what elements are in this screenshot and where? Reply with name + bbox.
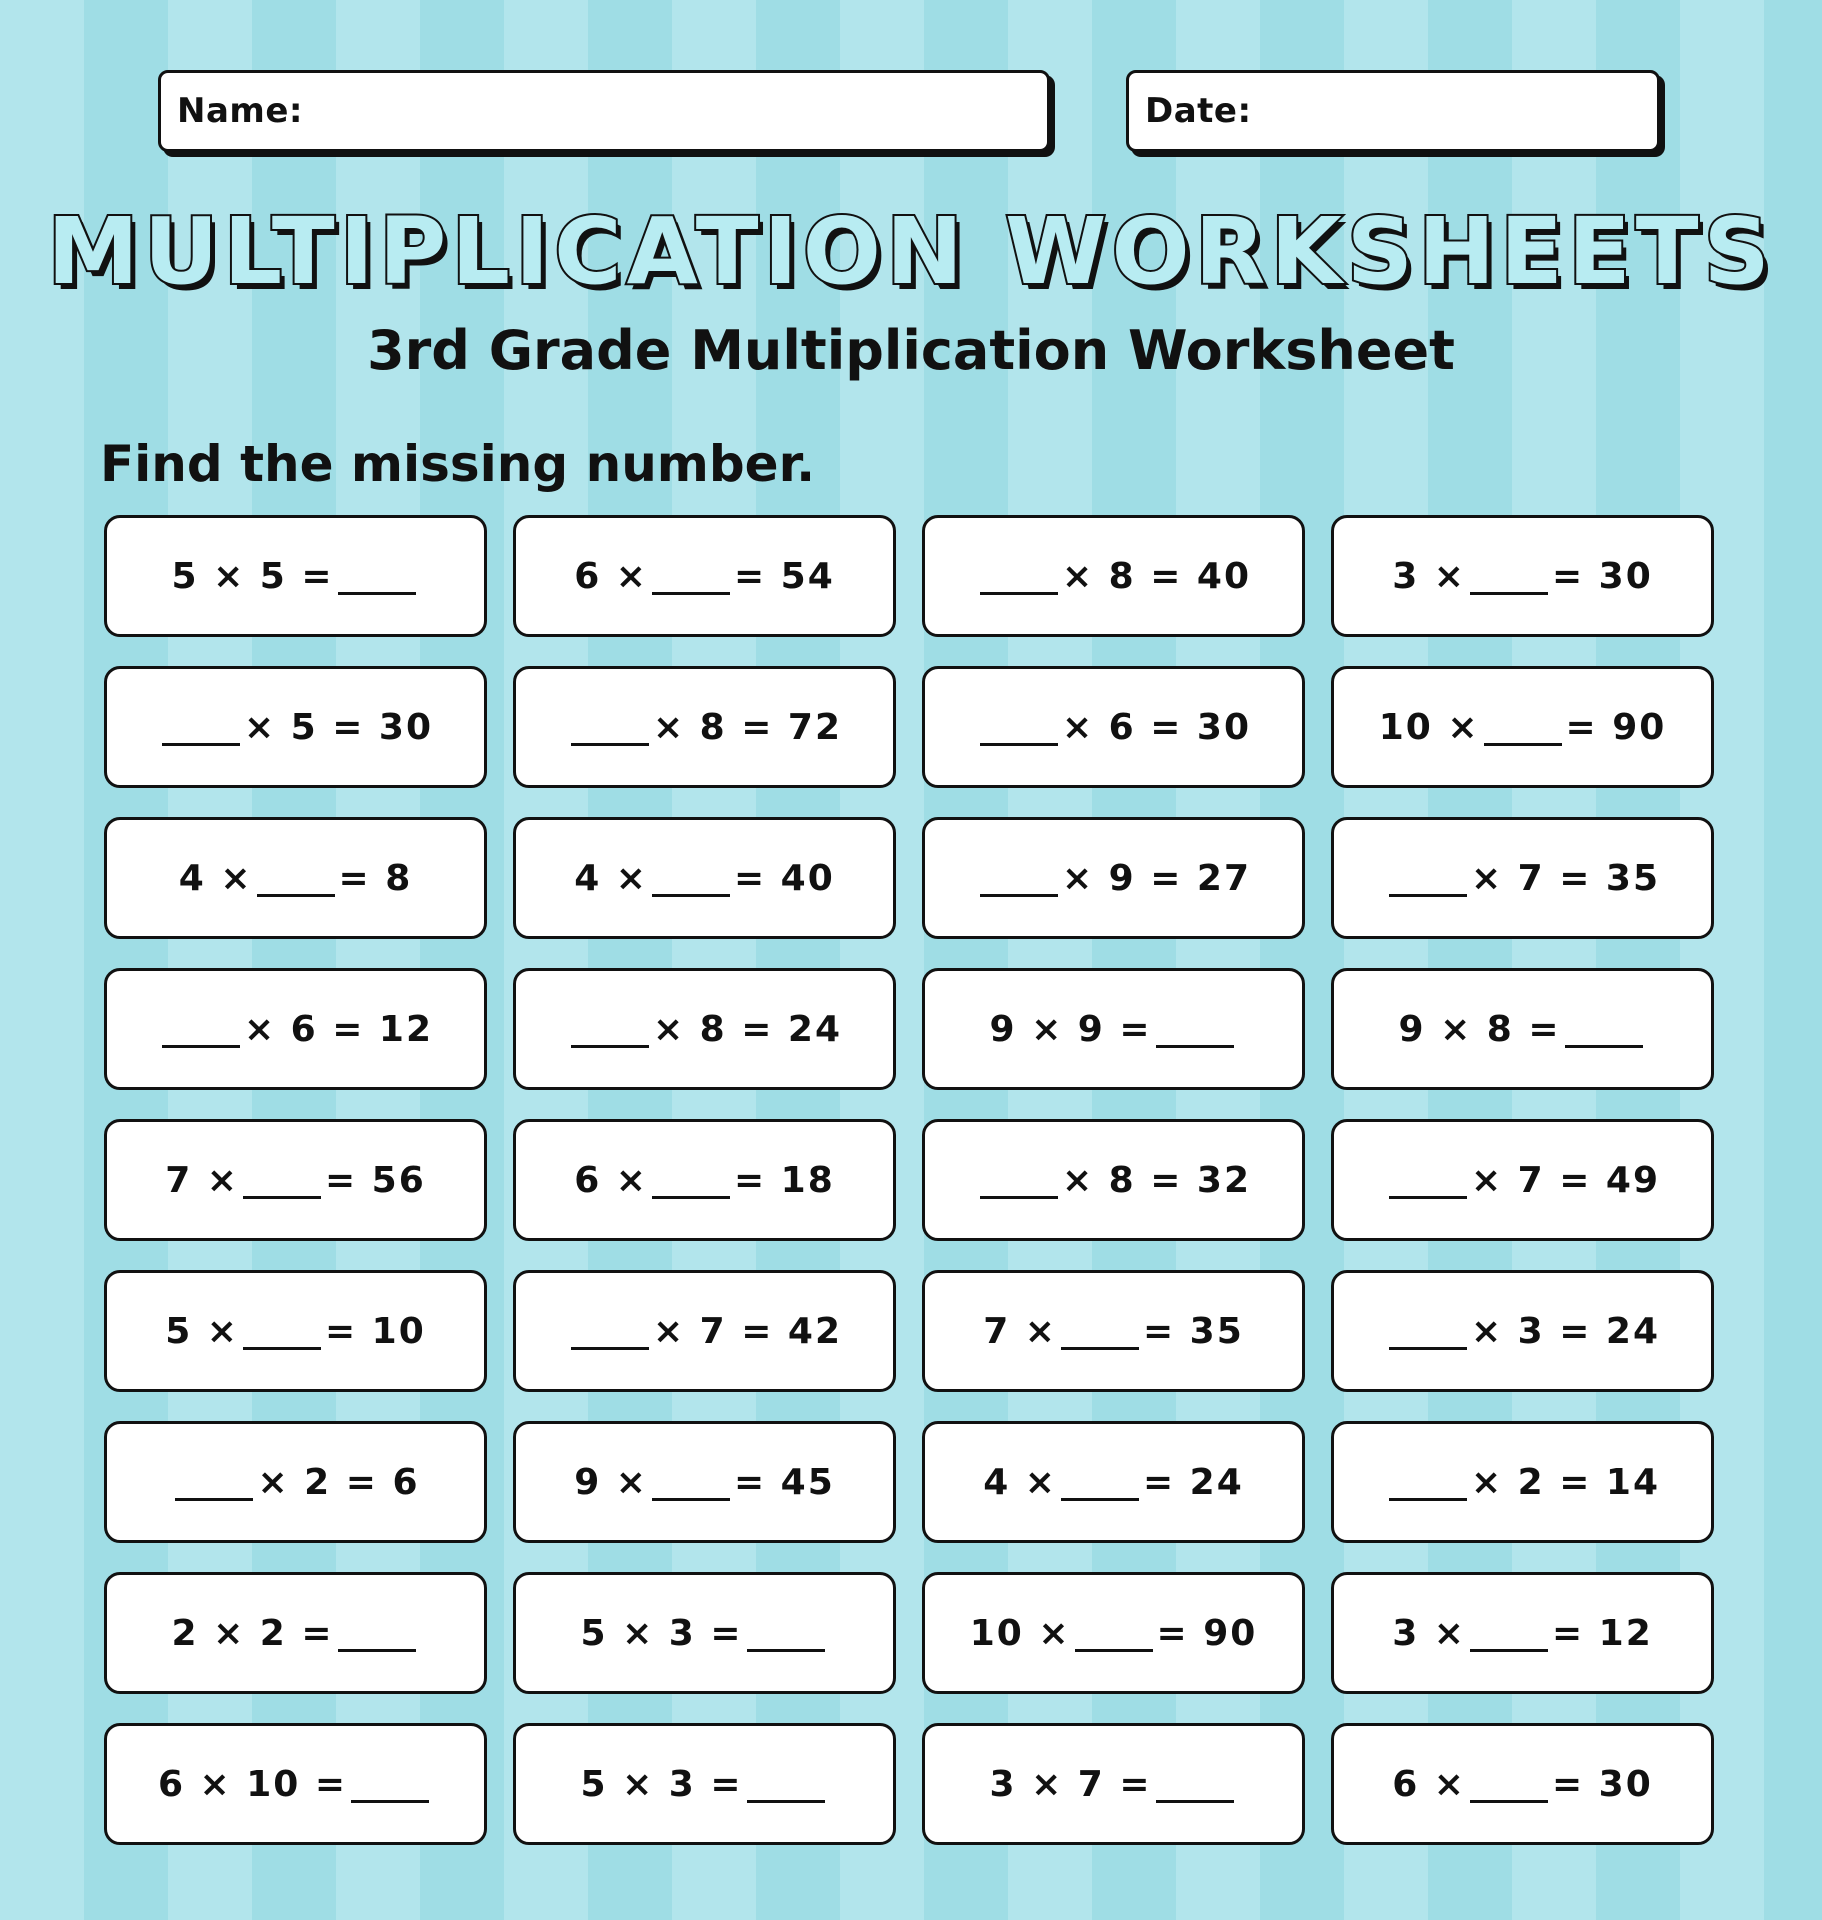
problem-text-before: 2 × 2 = [171,1612,334,1654]
problem-text-before: 5 × [165,1310,239,1352]
problem-card [1331,1119,1714,1241]
problem-text-before: 10 × [969,1612,1071,1654]
problem-text-before: 9 × 8 = [1398,1008,1561,1050]
problem-text-after: = 40 [733,857,835,899]
problem-text-before: 6 × [574,1159,648,1201]
problem-text-after: = 30 [1551,1763,1653,1805]
problem-text-before: 4 × [574,857,648,899]
problem-text-after: × 3 = 24 [1470,1310,1661,1352]
date-field[interactable] [1126,70,1660,152]
problem-card [513,1421,896,1543]
name-field[interactable] [158,70,1050,152]
problem-card [922,1119,1305,1241]
problem-text-before: 7 × [983,1310,1057,1352]
answer-blank[interactable] [338,558,416,595]
answer-blank[interactable] [351,1766,429,1803]
problem-card [922,1421,1305,1543]
answer-blank[interactable] [1484,709,1562,746]
problem-text-after: × 8 = 32 [1061,1159,1252,1201]
problem-card [513,1270,896,1392]
answer-blank[interactable] [338,1615,416,1652]
problem-text-before: 6 × 10 = [157,1763,348,1805]
worksheet-subtitle: 3rd Grade Multiplication Worksheet [367,319,1455,382]
problem-text-before: 7 × [165,1159,239,1201]
problem-grid [104,515,1714,1845]
problem-text-after: × 7 = 42 [652,1310,843,1352]
problem-text-after: = 35 [1142,1310,1244,1352]
problem-card [922,666,1305,788]
problem-card [1331,1270,1714,1392]
answer-blank[interactable] [1389,1162,1467,1199]
answer-blank[interactable] [571,1011,649,1048]
answer-blank[interactable] [652,558,730,595]
answer-blank[interactable] [1061,1313,1139,1350]
answer-blank[interactable] [747,1766,825,1803]
problem-card [1331,1723,1714,1845]
answer-blank[interactable] [1565,1011,1643,1048]
problem-card [104,1421,487,1543]
problem-card [1331,1572,1714,1694]
problem-text-after: × 6 = 12 [243,1008,434,1050]
problem-text-after: × 2 = 6 [257,1461,420,1503]
problem-text-after: × 8 = 72 [652,706,843,748]
problem-text-before: 5 × 3 = [580,1763,743,1805]
problem-card [922,1270,1305,1392]
answer-blank[interactable] [980,1162,1058,1199]
answer-blank[interactable] [1470,1615,1548,1652]
problem-card [513,1723,896,1845]
answer-blank[interactable] [980,860,1058,897]
problem-card [104,1270,487,1392]
answer-blank[interactable] [1156,1011,1234,1048]
problem-text-before: 5 × 5 = [171,555,334,597]
problem-text-after: = 45 [733,1461,835,1503]
problem-card [922,968,1305,1090]
answer-blank[interactable] [980,558,1058,595]
problem-text-before: 4 × [178,857,253,899]
answer-blank[interactable] [1389,1464,1467,1501]
problem-text-after: × 7 = 35 [1470,857,1661,899]
problem-text-before: 3 × [1392,1612,1466,1654]
problem-text-after: × 2 = 14 [1470,1461,1661,1503]
problem-card [922,1572,1305,1694]
problem-card [922,817,1305,939]
date-label: Date: [1145,91,1252,131]
answer-blank[interactable] [980,709,1058,746]
problem-text-after: = 90 [1565,706,1667,748]
problem-card [104,817,487,939]
problem-text-after: = 24 [1142,1461,1244,1503]
problem-text-after: = 30 [1551,555,1653,597]
answer-blank[interactable] [1389,1313,1467,1350]
problem-text-before: 3 × 7 = [989,1763,1152,1805]
problem-card [104,1723,487,1845]
name-label: Name: [177,91,303,131]
problem-card [1331,666,1714,788]
problem-text-after: × 6 = 30 [1061,706,1252,748]
problem-card [1331,515,1714,637]
problem-text-after: = 8 [338,857,413,899]
problem-text-before: 9 × [574,1461,648,1503]
answer-blank[interactable] [1470,558,1548,595]
problem-card [513,666,896,788]
answer-blank[interactable] [571,709,649,746]
answer-blank[interactable] [257,860,335,897]
answer-blank[interactable] [162,709,240,746]
problem-card [513,515,896,637]
problem-card [513,1119,896,1241]
problem-text-after: × 8 = 40 [1061,555,1252,597]
problem-text-after: = 12 [1551,1612,1653,1654]
problem-text-before: 4 × [983,1461,1057,1503]
answer-blank[interactable] [747,1615,825,1652]
problem-card [922,515,1305,637]
problem-card [513,968,896,1090]
problem-card [1331,968,1714,1090]
answer-blank[interactable] [652,860,730,897]
problem-text-before: 9 × 9 = [989,1008,1152,1050]
answer-blank[interactable] [1075,1615,1153,1652]
problem-text-before: 5 × 3 = [580,1612,743,1654]
answer-blank[interactable] [1470,1766,1548,1803]
problem-text-after: = 56 [324,1159,426,1201]
problem-text-after: = 18 [733,1159,835,1201]
problem-text-after: = 54 [733,555,835,597]
worksheet-title: MULTIPLICATION WORKSHEETS [47,198,1775,305]
problem-text-after: = 10 [324,1310,426,1352]
problem-text-before: 6 × [1392,1763,1466,1805]
instructions: Find the missing number. [100,435,816,493]
answer-blank[interactable] [652,1464,730,1501]
problem-card [104,1572,487,1694]
problem-text-before: 6 × [574,555,648,597]
problem-text-after: × 7 = 49 [1470,1159,1661,1201]
problem-text-before: 3 × [1392,555,1466,597]
problem-text-before: 10 × [1378,706,1480,748]
answer-blank[interactable] [162,1011,240,1048]
problem-text-after: × 5 = 30 [243,706,434,748]
problem-card [513,1572,896,1694]
problem-text-after: × 8 = 24 [652,1008,843,1050]
problem-card [104,1119,487,1241]
problem-text-after: = 90 [1156,1612,1258,1654]
answer-blank[interactable] [652,1162,730,1199]
problem-card [104,515,487,637]
answer-blank[interactable] [1061,1464,1139,1501]
answer-blank[interactable] [243,1162,321,1199]
problem-text-after: × 9 = 27 [1061,857,1252,899]
answer-blank[interactable] [1156,1766,1234,1803]
answer-blank[interactable] [243,1313,321,1350]
problem-card [104,666,487,788]
answer-blank[interactable] [571,1313,649,1350]
answer-blank[interactable] [175,1464,253,1501]
problem-card [1331,1421,1714,1543]
problem-card [922,1723,1305,1845]
problem-card [104,968,487,1090]
problem-card [1331,817,1714,939]
problem-card [513,817,896,939]
answer-blank[interactable] [1389,860,1467,897]
